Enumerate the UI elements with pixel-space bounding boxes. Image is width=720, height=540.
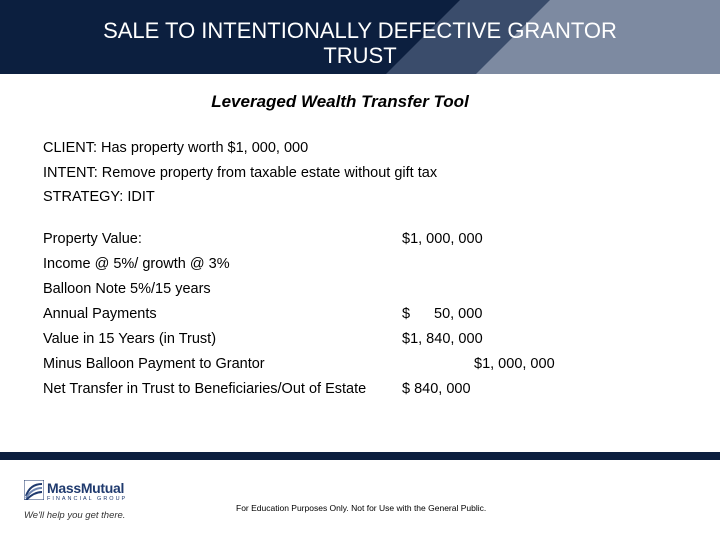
footer-disclaimer: For Education Purposes Only. Not for Use with the General Public. bbox=[236, 503, 487, 513]
minus-balloon-label: Minus Balloon Payment to Grantor bbox=[43, 356, 265, 372]
logo-name: MassMutual bbox=[47, 480, 125, 496]
slide-title bbox=[0, 18, 720, 68]
logo-group: FINANCIAL GROUP bbox=[47, 496, 128, 502]
balloon-note-label: Balloon Note 5%/15 years bbox=[43, 281, 211, 297]
slide-subtitle: Leveraged Wealth Transfer Tool bbox=[211, 92, 469, 111]
annual-payments-label: Annual Payments bbox=[43, 306, 157, 322]
client-line: CLIENT: Has property worth $1, 000, 000 bbox=[43, 140, 309, 156]
strategy-line: STRATEGY: IDIT bbox=[43, 189, 155, 205]
annual-payments-amount: 50, 000 bbox=[434, 306, 483, 322]
property-value-label: Property Value: bbox=[43, 231, 142, 247]
intent-line: INTENT: Remove property from taxable estate without gift tax bbox=[43, 165, 438, 181]
title-banner bbox=[0, 0, 720, 74]
minus-balloon-amount: $1, 000, 000 bbox=[474, 356, 555, 372]
slide-title-line2: TRUST bbox=[323, 43, 397, 68]
property-value-amount: $1, 000, 000 bbox=[402, 231, 483, 247]
net-transfer-amount: $ 840, 000 bbox=[402, 381, 471, 397]
footer-bar bbox=[0, 452, 720, 460]
logo-tagline: We'll help you get there. bbox=[24, 510, 126, 521]
annual-payments-currency: $ bbox=[402, 306, 411, 322]
value-15-years-amount: $1, 840, 000 bbox=[402, 331, 483, 347]
income-growth-label: Income @ 5%/ growth @ 3% bbox=[43, 256, 230, 272]
logo-mark-icon bbox=[24, 480, 44, 500]
net-transfer-label: Net Transfer in Trust to Beneficiaries/Out of Estate bbox=[43, 381, 367, 397]
company-logo bbox=[24, 480, 154, 524]
value-15-years-label: Value in 15 Years (in Trust) bbox=[43, 331, 217, 347]
slide-title-line1: SALE TO INTENTIONALLY DEFECTIVE GRANTOR bbox=[103, 18, 617, 43]
